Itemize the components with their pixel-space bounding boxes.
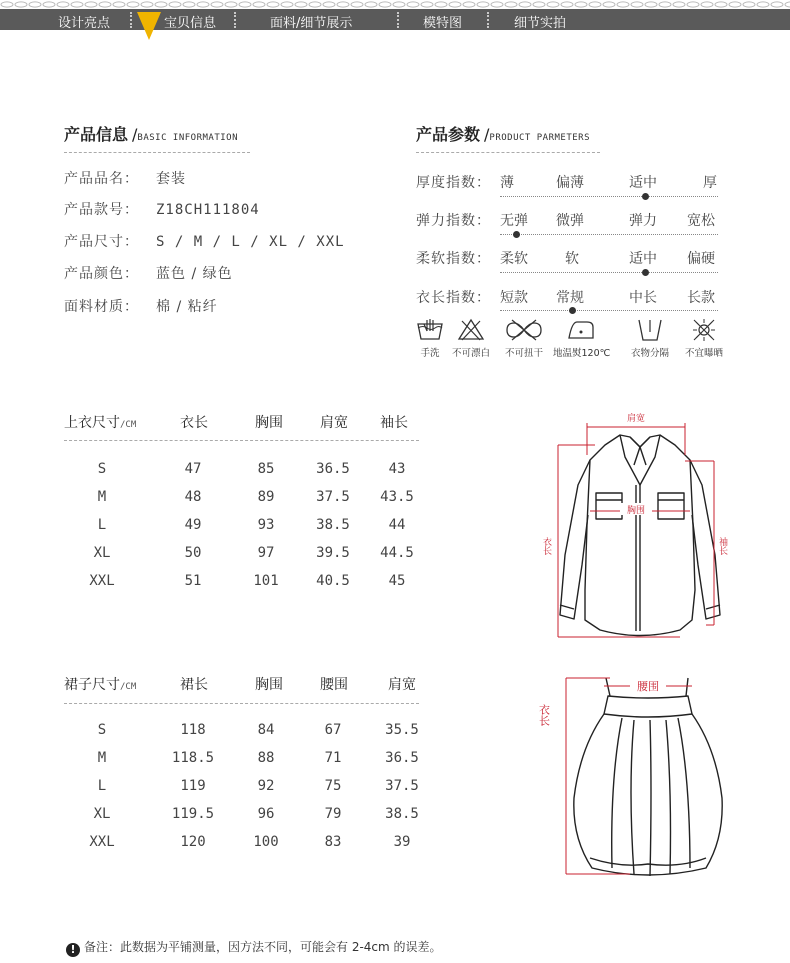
table-cell: 119.5	[171, 806, 215, 822]
size-label-cell: S	[97, 461, 107, 477]
table-cell: 39.5	[316, 545, 350, 561]
param-option: 常规	[556, 290, 584, 306]
table-cell: 97	[257, 545, 275, 561]
nav-item-design-highlights[interactable]: 设计亮点	[58, 16, 111, 31]
table-cell: 50	[184, 545, 202, 561]
nav-decor-pattern	[0, 0, 790, 9]
param-level-dot	[513, 231, 520, 238]
param-option: 软	[565, 251, 579, 267]
table-cell: 118.5	[171, 750, 215, 766]
table-cell: 37.5	[385, 778, 419, 794]
nav-separator	[130, 12, 132, 28]
shirt-measurement-diagram	[530, 405, 760, 650]
table-cell: 84	[257, 722, 275, 738]
param-label-elasticity: 弹力指数：	[416, 213, 491, 229]
top-table-col-header: 衣长	[180, 415, 208, 431]
label-sleeve: 袖长	[717, 537, 727, 555]
table-cell: 88	[257, 750, 275, 766]
table-cell: 79	[324, 806, 342, 822]
table-cell: 44	[388, 517, 406, 533]
care-no-bleach: 不可漂白	[443, 318, 499, 359]
table-cell: 118	[180, 722, 206, 738]
param-option: 偏硬	[687, 251, 715, 267]
param-option: 短款	[500, 290, 528, 306]
product-info-title: 产品信息 /BASIC INFORMATION	[64, 125, 239, 144]
table-cell: 85	[257, 461, 275, 477]
size-label-cell: XXL	[89, 573, 115, 589]
table-cell: 43	[388, 461, 406, 477]
table-cell: 51	[184, 573, 202, 589]
size-label-cell: L	[97, 517, 107, 533]
skirt-outline	[574, 678, 722, 876]
table-cell: 101	[253, 573, 279, 589]
divider	[64, 152, 250, 153]
care-no-sun: 不宜曝晒	[676, 318, 732, 359]
table-cell: 96	[257, 806, 275, 822]
table-cell: 92	[257, 778, 275, 794]
care-no-wring: 不可扭干	[496, 318, 552, 359]
shirt-outline	[560, 435, 720, 636]
top-nav-bar	[0, 0, 790, 30]
skirt-measurement-diagram	[530, 668, 760, 883]
param-option: 厚	[703, 175, 717, 191]
top-table-col-header: 袖长	[380, 415, 408, 431]
param-label-length: 衣长指数：	[416, 290, 491, 306]
nav-item-fabric-details[interactable]: 面料/细节展示	[270, 16, 353, 31]
table-cell: 71	[324, 750, 342, 766]
param-option: 偏薄	[556, 175, 584, 191]
table-cell: 39	[393, 834, 411, 850]
measure-lines	[566, 678, 692, 874]
param-option: 中长	[629, 290, 657, 306]
nav-item-product-info[interactable]: 宝贝信息	[164, 16, 217, 31]
nav-separator	[397, 12, 399, 28]
label-waist: 腰围	[637, 680, 659, 693]
table-cell: 48	[184, 489, 202, 505]
size-label-cell: M	[97, 489, 107, 505]
param-level-dot	[642, 193, 649, 200]
param-option: 无弹	[500, 213, 528, 229]
care-hand-wash: 手洗	[402, 318, 458, 359]
param-label-softness: 柔软指数：	[416, 251, 491, 267]
size-label-cell: XL	[93, 806, 111, 822]
divider	[64, 703, 419, 704]
table-cell: 38.5	[316, 517, 350, 533]
skirt-table-col-header: 腰围	[320, 677, 348, 693]
skirt-table-col-header: 肩宽	[388, 677, 416, 693]
info-row-name: 产品品名： 套装	[64, 171, 186, 187]
divider	[416, 152, 600, 153]
nav-separator	[487, 12, 489, 28]
top-table-col-header: 肩宽	[320, 415, 348, 431]
label-shoulder: 肩宽	[626, 414, 646, 424]
size-label-cell: XL	[93, 545, 111, 561]
table-cell: 93	[257, 517, 275, 533]
nav-item-model-photos[interactable]: 模特图	[423, 16, 463, 31]
table-cell: 35.5	[385, 722, 419, 738]
info-row-colors: 产品颜色： 蓝色 / 绿色	[64, 266, 233, 282]
table-cell: 36.5	[316, 461, 350, 477]
skirt-table-col-header: 裙长	[180, 677, 208, 693]
table-cell: 67	[324, 722, 342, 738]
table-cell: 75	[324, 778, 342, 794]
param-track	[500, 234, 718, 235]
param-label-thickness: 厚度指数：	[416, 175, 491, 191]
table-cell: 89	[257, 489, 275, 505]
size-label-cell: XXL	[89, 834, 115, 850]
product-params-title: 产品参数 /PRODUCT PARMETERS	[416, 125, 591, 144]
param-option: 长款	[687, 290, 715, 306]
no-wring-icon	[503, 318, 545, 342]
table-cell: 120	[180, 834, 206, 850]
label-skirt-length: 衣长	[537, 704, 551, 726]
param-track	[500, 310, 718, 311]
nav-item-detail-photos[interactable]: 细节实拍	[514, 16, 567, 31]
label-length: 衣长	[541, 537, 551, 555]
param-track	[500, 196, 718, 197]
label-chest: 胸围	[626, 506, 646, 516]
info-row-material: 面料材质： 棉 / 粘纤	[64, 299, 218, 315]
table-cell: 44.5	[380, 545, 414, 561]
table-cell: 83	[324, 834, 342, 850]
table-cell: 45	[388, 573, 406, 589]
param-level-dot	[569, 307, 576, 314]
top-table-title: 上衣尺寸/CM	[64, 415, 137, 431]
param-option: 适中	[629, 251, 657, 267]
param-option: 微弹	[556, 213, 584, 229]
low-iron-icon	[566, 318, 596, 342]
table-cell: 37.5	[316, 489, 350, 505]
top-table-col-header: 胸围	[255, 415, 283, 431]
param-option: 柔软	[500, 251, 528, 267]
care-wash-separately: 衣物分隔	[622, 318, 678, 359]
table-cell: 100	[253, 834, 279, 850]
divider	[64, 440, 419, 441]
size-label-cell: L	[97, 778, 107, 794]
table-cell: 119	[180, 778, 206, 794]
skirt-table-col-header: 胸围	[255, 677, 283, 693]
measurement-note: ! 备注：此数据为平铺测量，因方法不同，可能会有 2-4cm 的误差。	[66, 938, 442, 957]
param-option: 宽松	[687, 213, 715, 229]
no-bleach-icon	[456, 318, 486, 342]
size-label-cell: S	[97, 722, 107, 738]
param-track	[500, 272, 718, 273]
info-row-style-no: 产品款号： Z18CH111804	[64, 202, 260, 218]
wash-separately-icon	[635, 318, 665, 342]
table-cell: 43.5	[380, 489, 414, 505]
param-option: 适中	[629, 175, 657, 191]
info-row-sizes: 产品尺寸： S / M / L / XL / XXL	[64, 234, 345, 250]
table-cell: 47	[184, 461, 202, 477]
param-level-dot	[642, 269, 649, 276]
active-tab-marker-icon	[137, 12, 161, 40]
size-label-cell: M	[97, 750, 107, 766]
table-cell: 49	[184, 517, 202, 533]
table-cell: 36.5	[385, 750, 419, 766]
hand-wash-icon	[415, 318, 445, 342]
exclamation-icon: !	[66, 943, 80, 957]
skirt-table-title: 裙子尺寸/CM	[64, 677, 137, 693]
table-cell: 38.5	[385, 806, 419, 822]
table-cell: 40.5	[316, 573, 350, 589]
param-option: 薄	[500, 175, 514, 191]
no-sun-icon	[689, 318, 719, 342]
nav-separator	[234, 12, 236, 28]
care-low-iron: 地温熨120℃	[553, 318, 609, 359]
param-option: 弹力	[629, 213, 657, 229]
